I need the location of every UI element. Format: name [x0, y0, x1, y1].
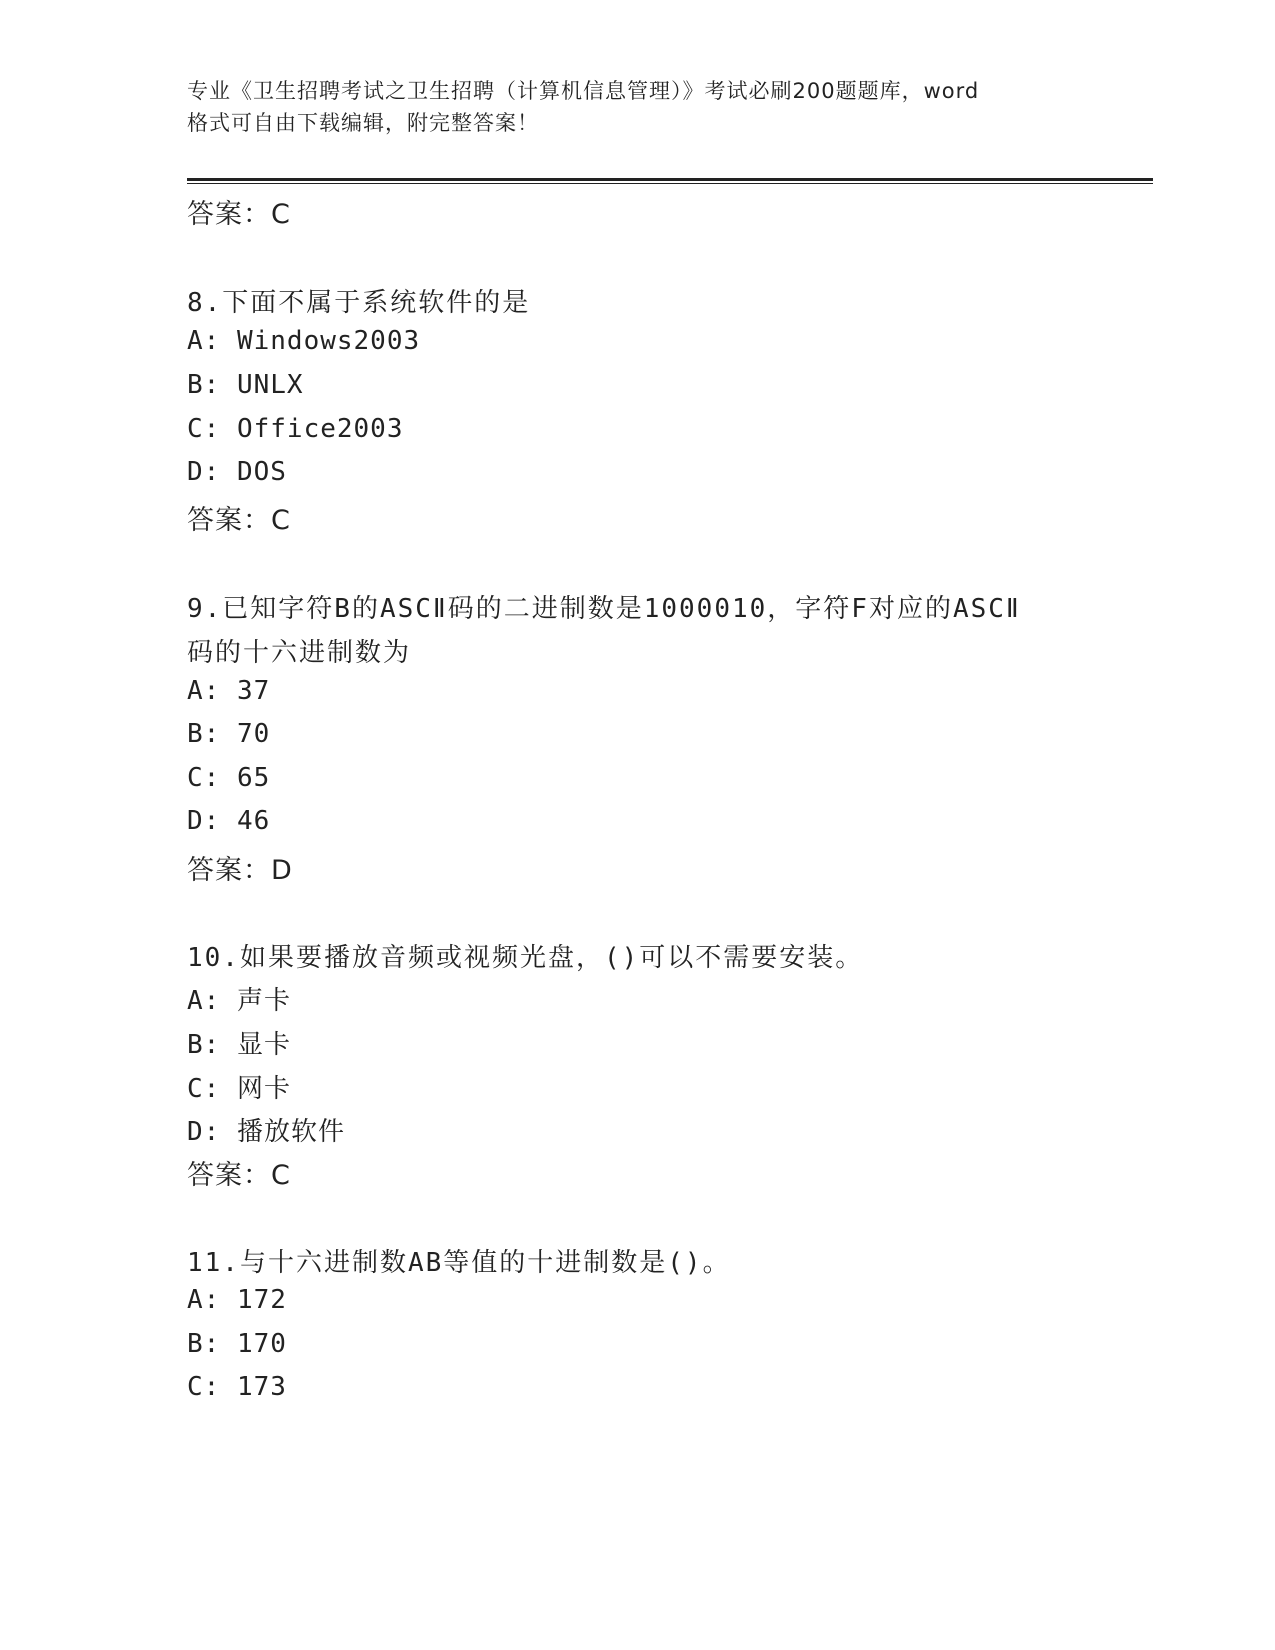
question-10-text: 10.如果要播放音频或视频光盘，()可以不需要安装。	[187, 943, 864, 973]
header-divider-thin	[187, 183, 1153, 184]
question-10-option-b: B: 显卡	[187, 1030, 291, 1060]
question-10-option-d: D: 播放软件	[187, 1117, 345, 1147]
question-9-answer: 答案：D	[187, 855, 293, 886]
question-9-option-d: D: 46	[187, 806, 271, 836]
question-10-answer: 答案：C	[187, 1160, 291, 1191]
question-9-option-a: A: 37	[187, 676, 271, 706]
question-11-text: 11.与十六进制数AB等值的十进制数是()。	[187, 1248, 731, 1278]
question-11-option-c: C: 173	[187, 1372, 287, 1402]
question-8-answer: 答案：C	[187, 505, 291, 536]
question-11-option-a: A: 172	[187, 1285, 287, 1315]
question-9-option-c: C: 65	[187, 763, 271, 793]
header-divider-thick	[187, 178, 1153, 181]
question-8-option-a: A: Windows2003	[187, 326, 421, 356]
question-9-option-b: B: 70	[187, 719, 271, 749]
question-10-option-c: C: 网卡	[187, 1074, 291, 1104]
question-10-option-a: A: 声卡	[187, 986, 291, 1016]
header-title-line2: 格式可自由下载编辑，附完整答案！	[187, 111, 539, 135]
header-title-line1: 专业《卫生招聘考试之卫生招聘（计算机信息管理）》考试必刷200题题库，word	[187, 79, 980, 103]
answer-line: 答案：C	[187, 199, 291, 230]
document-header	[187, 75, 1087, 139]
question-8-option-d: D: DOS	[187, 457, 287, 487]
question-11-option-b: B: 170	[187, 1329, 287, 1359]
question-8-option-c: C: Office2003	[187, 414, 404, 444]
question-8-option-b: B: UNLX	[187, 370, 304, 400]
question-9-text-line1: 9.已知字符B的ASCⅡ码的二进制数是1000010，字符F对应的ASCⅡ	[187, 594, 1021, 624]
question-8-text: 8.下面不属于系统软件的是	[187, 288, 531, 318]
question-9-text-line2: 码的十六进制数为	[187, 638, 412, 668]
